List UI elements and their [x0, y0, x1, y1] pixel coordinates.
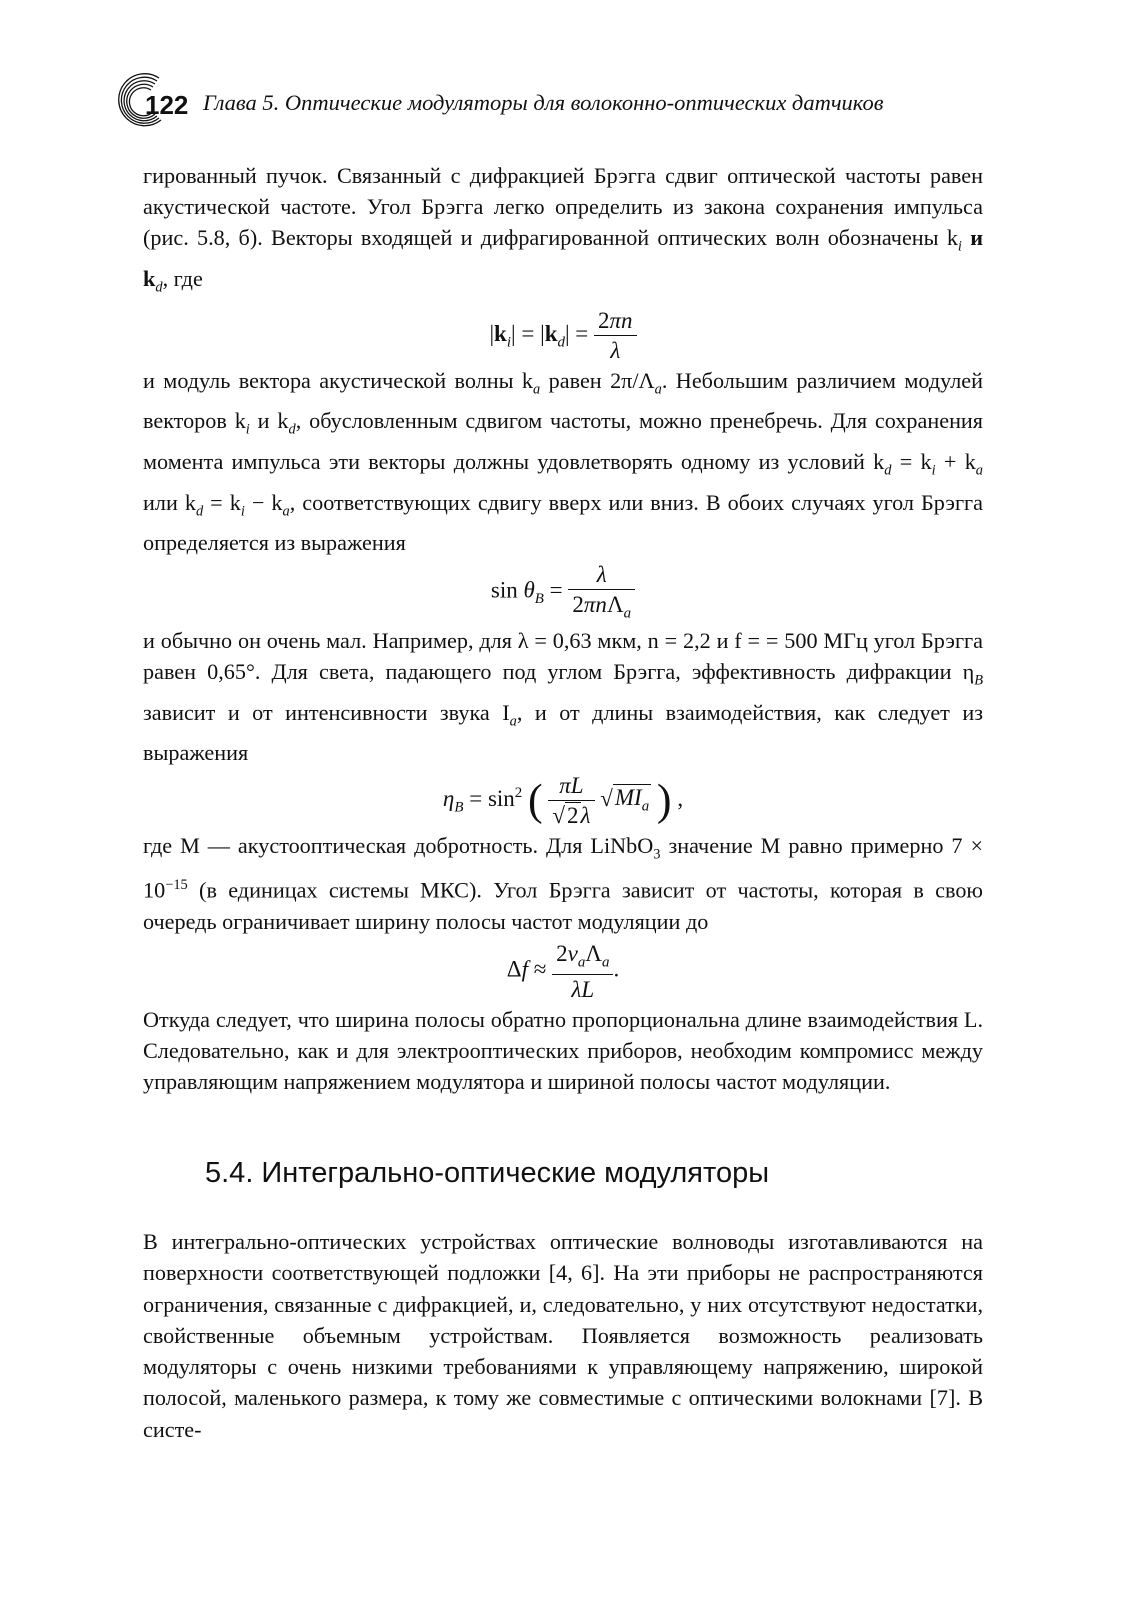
paragraph: гированный пучок. Связанный с дифракцией Брэгга сдвиг оптической частоты равен акустической частоте. Угол Брэгга легко определить из закона сохранения импульса (рис. 5.8, б). Векторы входящей и дифрагированной оптических волн обозначены $k_i$ и $k_d$, где: [143, 163, 983, 296]
page-header: [143, 70, 983, 130]
equation-bragg-angle: $\sin \theta_B$ = $\frac{\lambda}{2\pi n\Lambda_a}$: [143, 563, 983, 622]
equation-wave-vector: $|k_i| = |k_d|$ = $\frac{2\pi n}{\lambda}$: [143, 309, 983, 362]
running-head: Глава 5. Оптические модуляторы для волоконно-оптических датчиков: [203, 90, 884, 115]
paragraph: и модуль вектора акустической волны $k_a$ равен $2\pi/\Lambda_a$. Небольшим различием модулей векторов $k_i$ и $k_d$, обусловленным сдвигом частоты, можно пренебречь. Для сохранения момента импульса эти векторы должны удовлетворять одному из условий $k_d = k_i + k_a$ или $k_d = k_i - k_a$, соответствующих сдвигу вверх или вниз. В обоих случаях угол Брэгга определяется из выражения: [143, 367, 984, 556]
section-title: 5.4. Интегрально-оптические модуляторы: [205, 1157, 770, 1190]
body-text: [143, 160, 983, 1097]
equation-diffraction-efficiency: $\eta_B = \sin^2$ ( $\frac{\pi L}{√2\lambda}$ $√MI_a$ ) ,: [442, 772, 684, 828]
paragraph: и обычно он очень мал. Например, для λ = 0,63 мкм, n = 2,2 и f = = 500 МГц угол Брэгга равен 0,65°. Для света, падающего под углом Брэгга, эффективность дифракции $\eta_B$ зависит и от интенсивности звука $I_a$, и от длины взаимодействия, как следует из выражения: [143, 628, 983, 766]
paragraph: где M — акустооптическая добротность. Для LiNbO$_3$ значение M равно примерно $7 \times 10^{-15}$ (в единицах системы МКС). Угол Брэгга зависит от частоты, которая в свою очередь ограничивает ширину полосы частот модуляции до: [143, 832, 983, 934]
body-text: [143, 1226, 983, 1444]
page: [143, 70, 983, 1445]
paragraph: Откуда следует, что ширина полосы обратно пропорциональна длине взаимодействия L. Следовательно, как и для электрооптических приборов, необходим компромисс между управляющим напряжением модулятора и шириной полосы частот модуляции.: [143, 1006, 983, 1095]
equation-bandwidth: Δf ≈ $\frac{2v_a\Lambda_a}{\lambda L}$ .: [506, 941, 620, 1002]
page-number: 122: [145, 90, 189, 120]
paragraph: В интегрально-оптических устройствах оптические волноводы изготавливаются на поверхности соответствующей подложки [4, 6]. На эти приборы не распространяются ограничения, связанные с дифракцией, и, следовательно, у них отсутствуют недостатки, свойственные объемным устройствам. Появляется возможность реализовать модуляторы с очень низкими требованиями к управляющему напряжению, широкой полосой, маленького размера, к тому же совместимые с оптическими волокнами [7]. В систе-: [143, 1229, 983, 1442]
